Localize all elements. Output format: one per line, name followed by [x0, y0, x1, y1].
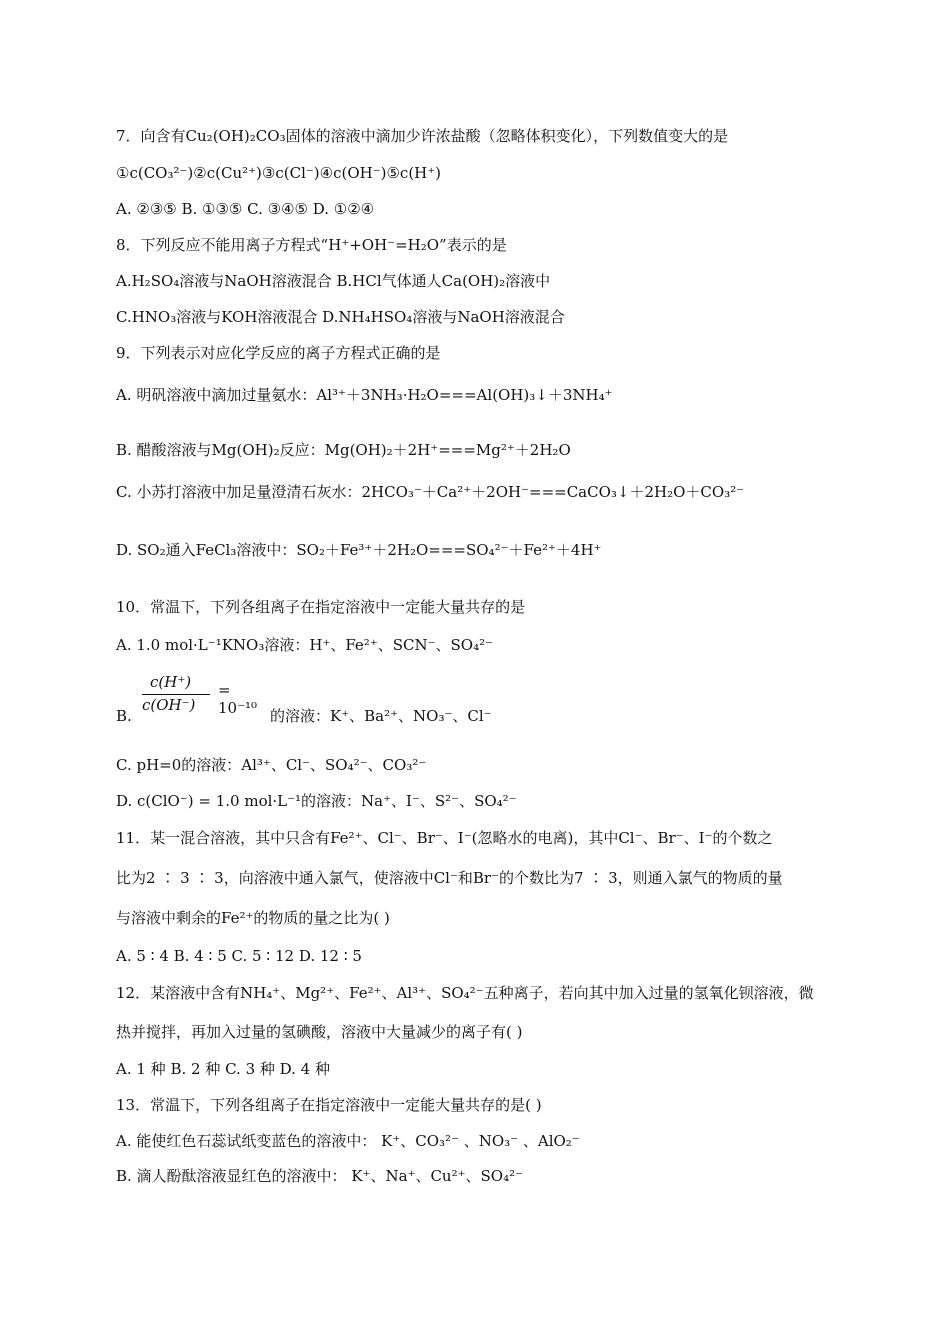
q7-items: ①c(CO₃²⁻)②c(Cu²⁺)③c(Cl⁻)④c(OH⁻)⑤c(H⁺) — [116, 164, 442, 182]
fraction-denominator: c(OH⁻) — [142, 696, 196, 714]
q13-stem: 13．常温下，下列各组离子在指定溶液中一定能大量共存的是( ) — [116, 1096, 542, 1114]
q9-option-b: B. 醋酸溶液与Mg(OH)₂反应：Mg(OH)₂＋2H⁺===Mg²⁺＋2H₂O — [116, 441, 571, 459]
fraction-rhs: = 10⁻¹⁰ — [218, 681, 258, 717]
q8-options-ab: A.H₂SO₄溶液与NaOH溶液混合 B.HCl气体通人Ca(OH)₂溶液中 — [116, 272, 551, 290]
q9-option-d: D. SO₂通入FeCl₃溶液中：SO₂＋Fe³⁺＋2H₂O===SO₄²⁻＋Fe²⁺＋4H⁺ — [116, 541, 602, 559]
fraction-numerator: c(H⁺) — [150, 673, 192, 691]
q12-stem-line1: 12．某溶液中含有NH₄⁺、Mg²⁺、Fe²⁺、Al³⁺、SO₄²⁻五种离子，若向其中加入过量的氢氧化钡溶液，微 — [116, 984, 814, 1002]
q11-stem-line2: 比为2 ∶ 3 ∶ 3，向溶液中通入氯气，使溶液中Cl⁻和Br⁻的个数比为7 ∶ 3，则通入氯气的物质的量 — [116, 869, 783, 887]
q10-option-b-label: B. — [116, 707, 132, 725]
q11-stem-line1: 11．某一混合溶液，其中只含有Fe²⁺、Cl⁻、Br⁻、I⁻(忽略水的电离)，其中Cl⁻、Br⁻、I⁻的个数之 — [116, 829, 773, 847]
q11-options: A. 5 ∶ 4 B. 4 ∶ 5 C. 5 ∶ 12 D. 12 ∶ 5 — [116, 947, 362, 965]
q12-stem-line2: 热并搅拌，再加入过量的氢碘酸，溶液中大量减少的离子有( ) — [116, 1023, 523, 1041]
q13-option-a: A. 能使红色石蕊试纸变蓝色的溶液中： K⁺、CO₃²⁻ 、NO₃⁻ 、AlO₂⁻ — [116, 1132, 580, 1150]
q10-stem: 10．常温下，下列各组离子在指定溶液中一定能大量共存的是 — [116, 598, 526, 616]
q7-stem: 7．向含有Cu₂(OH)₂CO₃固体的溶液中滴加少许浓盐酸（忽略体积变化），下列数值变大的是 — [116, 127, 729, 145]
q9-stem: 9．下列表示对应化学反应的离子方程式正确的是 — [116, 344, 441, 362]
q10-option-c: C. pH=0的溶液：Al³⁺、Cl⁻、SO₄²⁻、CO₃²⁻ — [116, 756, 427, 774]
q10-option-d: D. c(ClO⁻) = 1.0 mol·L⁻¹的溶液：Na⁺、I⁻、S²⁻、SO₄²⁻ — [116, 792, 517, 810]
q12-options: A. 1 种 B. 2 种 C. 3 种 D. 4 种 — [116, 1060, 330, 1078]
q10-option-a: A. 1.0 mol·L⁻¹KNO₃溶液：H⁺、Fe²⁺、SCN⁻、SO₄²⁻ — [116, 636, 494, 654]
q13-option-b: B. 滴人酚酞溶液显红色的溶液中： K⁺、Na⁺、Cu²⁺、SO₄²⁻ — [116, 1167, 524, 1185]
q8-options-cd: C.HNO₃溶液与KOH溶液混合 D.NH₄HSO₄溶液与NaOH溶液混合 — [116, 308, 565, 326]
q9-option-c: C. 小苏打溶液中加足量澄清石灰水：2HCO₃⁻＋Ca²⁺＋2OH⁻===CaCO₃↓＋2H₂O＋CO₃²⁻ — [116, 483, 745, 501]
fraction-formula — [140, 671, 258, 721]
fraction-bar — [142, 694, 210, 695]
q9-option-a: A. 明矾溶液中滴加过量氨水：Al³⁺＋3NH₃·H₂O===Al(OH)₃↓＋3NH₄⁺ — [116, 386, 613, 404]
q11-stem-line3: 与溶液中剩余的Fe²⁺的物质的量之比为( ) — [116, 909, 390, 927]
q10-option-b-text: 的溶液：K⁺、Ba²⁺、NO₃⁻、Cl⁻ — [270, 707, 492, 725]
q7-options: A. ②③⑤ B. ①③⑤ C. ③④⑤ D. ①②④ — [116, 200, 375, 218]
q8-stem: 8．下列反应不能用离子方程式“H⁺+OH⁻=H₂O”表示的是 — [116, 236, 507, 254]
